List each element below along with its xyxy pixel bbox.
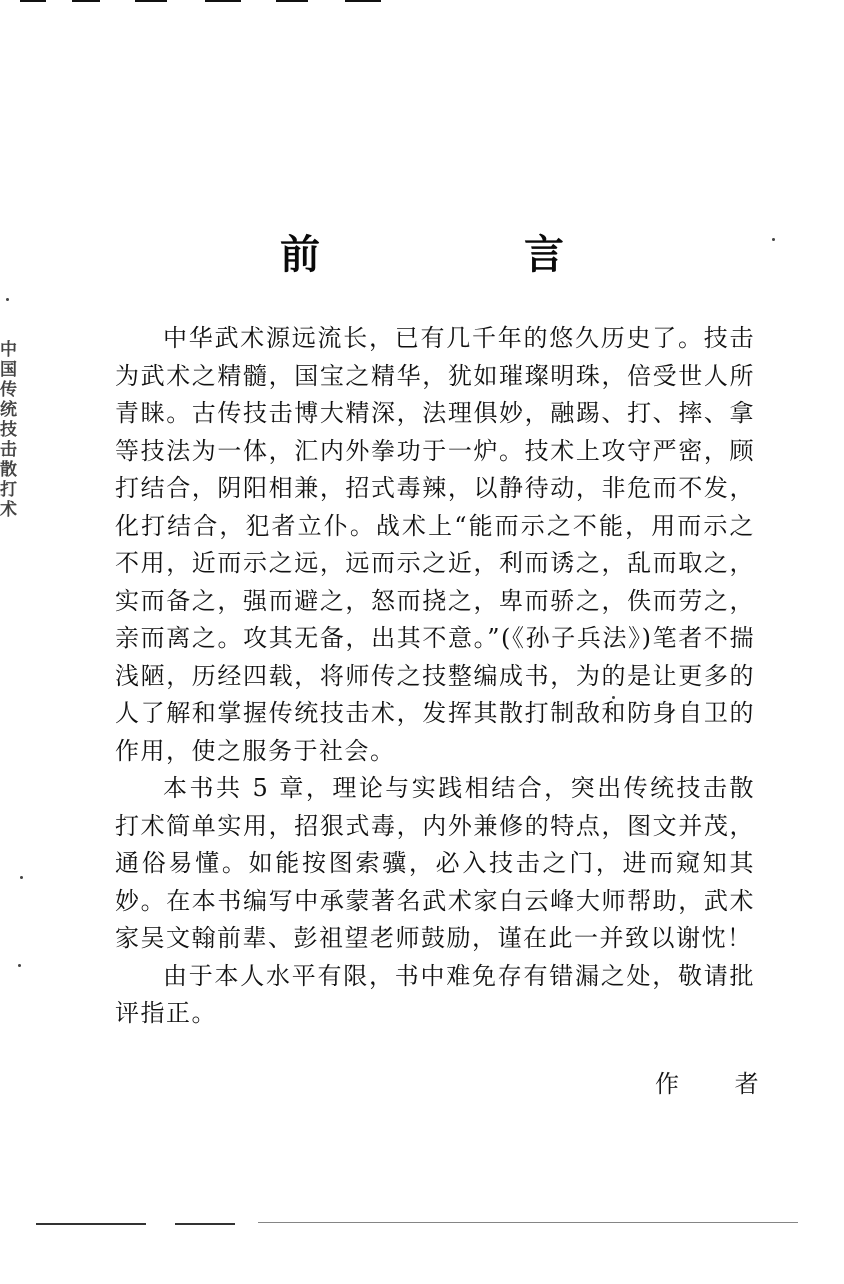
scan-speck [20,876,23,879]
preface-paragraph-2: 本书共 5 章，理论与实践相结合，突出传统技击散打术简单实用，招狠式毒，内外兼修的特点，图文并茂，通俗易懂。如能按图索骥，必入技击之门，进而窥知其妙。在本书编写中承蒙著名武术家白云峰大师帮助，武术家吴文翰前辈、彭祖望老师鼓励，谨在此一并致以谢忱！ [115,774,755,952]
scan-speck [612,696,615,699]
header-rule [205,0,241,2]
spine-text: 中国传统技击散打术 [0,340,17,520]
scan-speck [772,238,775,241]
preface-paragraph-1: 中华武术源远流长，已有几千年的悠久历史了。技击为武术之精髓，国宝之精华，犹如璀璨明珠，倍受世人所青睐。古传技击博大精深，法理俱妙，融踢、打、摔、拿等技法为一体，汇内外拳功于一炉。技术上攻守严密，顾打结合，阴阳相兼，招式毒辣，以静待动，非危而不发，化打结合，犯者立仆。战术上“能而示之不能，用而示之不用，近而示之远，远而示之近，利而诱之，乱而取之，实而备之，强而避之，怒而挠之，卑而骄之，佚而劳之，亲而离之。攻其无备，出其不意。”(《孙子兵法》)笔者不揣浅陋，历经四载，将师传之技整编成书，为的是让更多的人了解和掌握传统技击术，发挥其散打制敌和防身自卫的作用，使之服务于社会。 [115,324,755,765]
scan-speck [18,964,21,967]
header-rule [72,0,100,2]
header-rule [276,0,308,2]
preface-body [115,320,755,1033]
header-rule [135,0,167,2]
footer-rule [36,1223,146,1225]
footer-rule [258,1222,798,1223]
page-title: 前 言 [280,231,659,278]
scan-speck [6,298,9,301]
preface-paragraph-3: 由于本人水平有限，书中难免存有错漏之处，敬请批评指正。 [115,961,755,1027]
footer-rule [175,1223,235,1225]
author-signature: 作 者 [655,1070,783,1098]
header-rule [20,0,46,2]
header-rule [345,0,381,2]
